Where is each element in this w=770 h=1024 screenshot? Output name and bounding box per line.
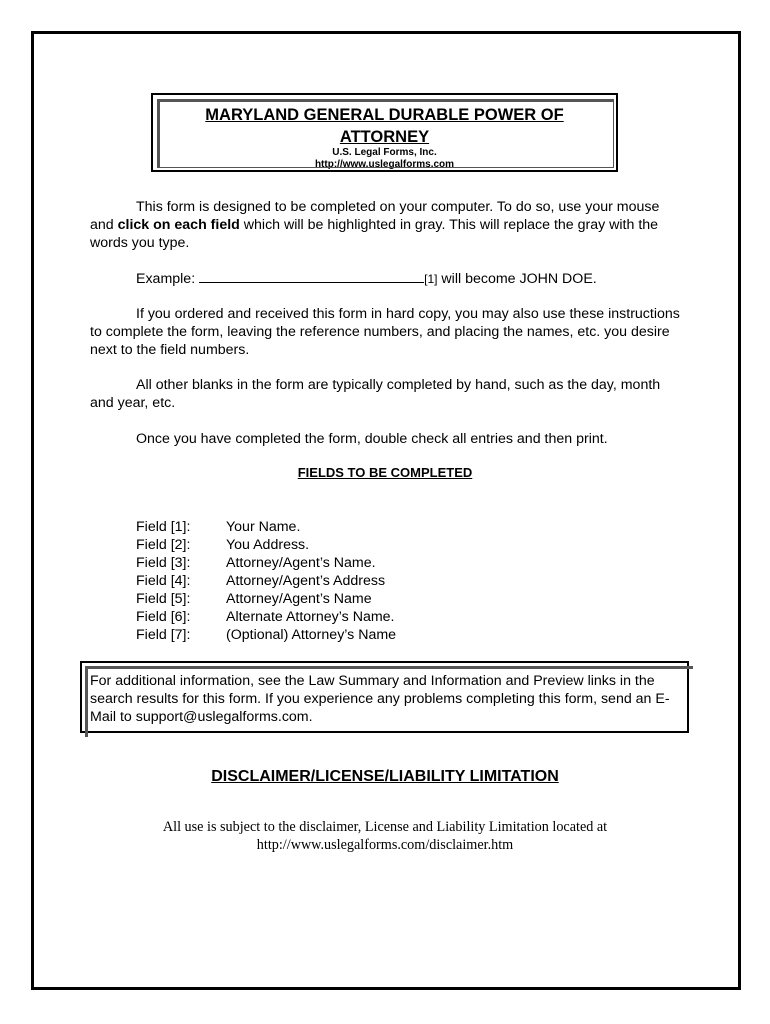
info-text: For additional information, see the Law Summary and Information and Preview links in the search results for this form. If you experience any problems completing this form, send an E-Mail to support@uslegalforms.com. xyxy=(90,673,670,725)
disclaimer-text: All use is subject to the disclaimer, License and Liability Limitation located at http://www.uslegalforms.com/disclaimer.htm xyxy=(0,818,770,854)
field-row: Field [3]: Attorney/Agent’s Name. xyxy=(136,555,376,571)
example-line: Example: [1] will become JOHN DOE. xyxy=(136,271,597,287)
fields-heading: FIELDS TO BE COMPLETED xyxy=(297,465,473,480)
title-box xyxy=(151,93,618,172)
field-row: Field [6]: Alternate Attorney’s Name. xyxy=(136,609,395,625)
disclaimer-link[interactable]: http://www.uslegalforms.com/disclaimer.htm xyxy=(256,837,514,853)
field-row: Field [4]: Attorney/Agent’s Address xyxy=(136,573,386,589)
field-row: Field [2]: You Address. xyxy=(136,537,310,553)
form-title: MARYLAND GENERAL DURABLE POWER OF ATTORNEY xyxy=(205,106,564,146)
field-row: Field [5]: Attorney/Agent’s Name xyxy=(136,591,372,607)
print-paragraph: Once you have completed the form, double check all entries and then print. xyxy=(136,431,608,447)
field-row: Field [7]: (Optional) Attorney’s Name xyxy=(136,627,397,643)
publisher-name: U.S. Legal Forms, Inc. xyxy=(332,147,437,158)
field-row: Field [1]: Your Name. xyxy=(136,519,301,535)
intro-paragraph: This form is designed to be completed on your computer. To do so, use your mouse and click on each field which will be highlighted in gray. This will replace the gray with the words you type. xyxy=(90,199,660,251)
publisher-website: http://www.uslegalforms.com xyxy=(314,159,455,170)
info-box xyxy=(80,661,689,733)
hard-copy-paragraph: If you ordered and received this form in hard copy, you may also use these instructions to complete the form, leaving the reference numbers, and placing the names, etc. you desire next to the field numbers. xyxy=(90,306,680,358)
example-blank xyxy=(199,270,424,283)
fields-list xyxy=(136,518,396,644)
blanks-paragraph: All other blanks in the form are typically completed by hand, such as the day, month and year, etc. xyxy=(90,377,661,411)
disclaimer-heading: DISCLAIMER/LICENSE/LIABILITY LIMITATION xyxy=(211,768,559,785)
